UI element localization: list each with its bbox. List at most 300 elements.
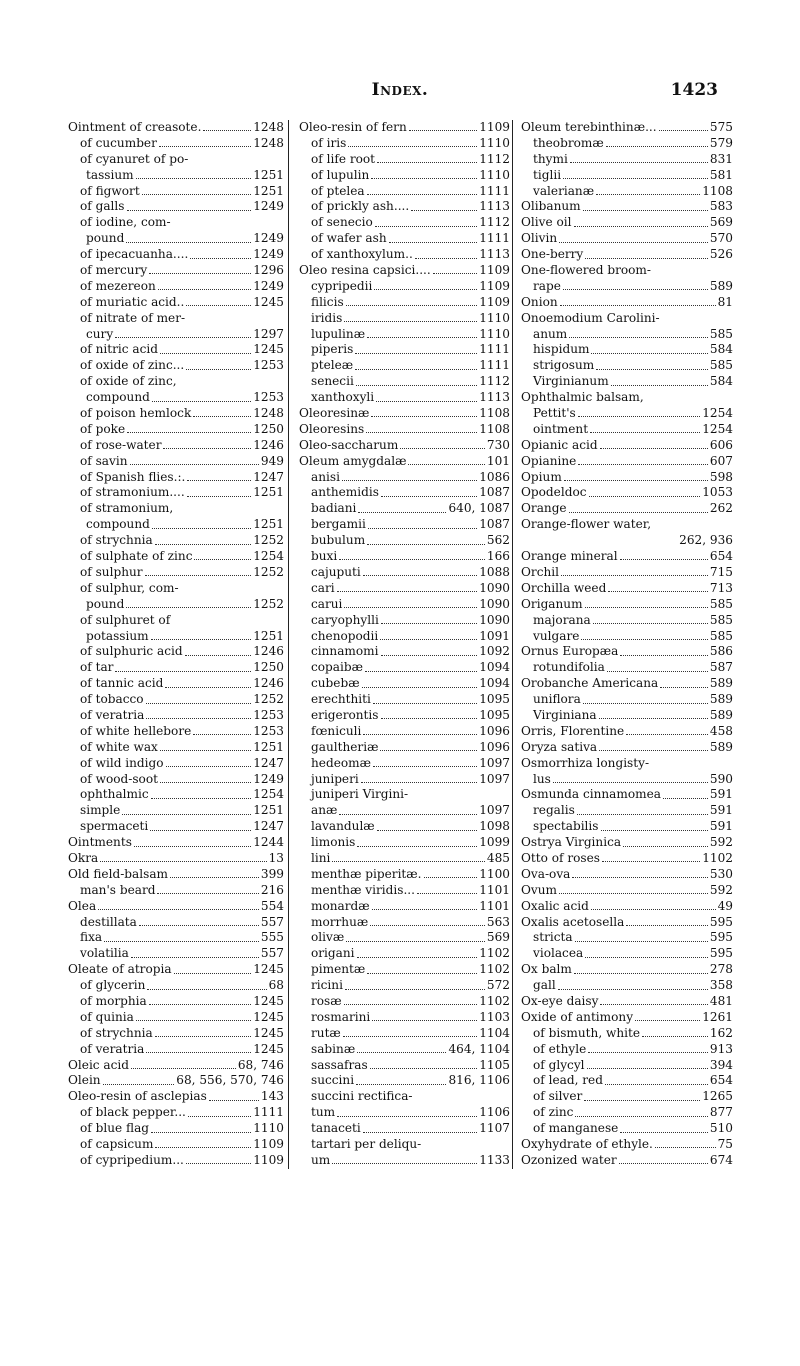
index-entry-term: of Spanish flies.:. xyxy=(80,469,186,484)
leader-dots xyxy=(130,464,259,465)
index-entry-term: rosmarini xyxy=(311,1009,371,1024)
index-entry-pages: 1251 xyxy=(253,517,284,532)
index-entry-pages: 1096 xyxy=(479,739,510,754)
leader-dots xyxy=(127,432,251,433)
leader-dots xyxy=(98,909,259,910)
index-entry-pages: 674 xyxy=(709,1152,733,1167)
index-entry-pages: 1248 xyxy=(253,120,284,134)
index-entry-term: rape xyxy=(533,278,561,293)
index-entry xyxy=(521,263,733,279)
index-entry xyxy=(521,295,733,311)
leader-dots xyxy=(160,353,251,354)
index-entry-pages: 1099 xyxy=(479,835,510,850)
leader-dots xyxy=(186,305,251,306)
index-entry xyxy=(299,120,510,136)
index-entry xyxy=(299,374,510,390)
leader-dots xyxy=(380,639,477,640)
index-entry-term: of poison hemlock xyxy=(80,406,192,421)
leader-dots xyxy=(581,639,708,640)
index-entry-term: Opodeldoc xyxy=(521,485,587,500)
index-entry-term: of figwort xyxy=(80,183,140,198)
leader-dots xyxy=(578,416,700,417)
leader-dots xyxy=(115,671,251,672)
index-entry xyxy=(299,485,510,501)
index-entry xyxy=(521,819,733,835)
leader-dots xyxy=(377,830,478,831)
index-entry-term: of bismuth, white xyxy=(533,1025,641,1040)
index-entry xyxy=(521,1089,733,1105)
index-entry-term: of sulphur, com- xyxy=(80,580,179,595)
index-entry-pages: 1245 xyxy=(253,1009,284,1024)
index-entry-term: caryophylli xyxy=(311,612,379,627)
index-entry-pages: 586 xyxy=(709,644,733,659)
leader-dots xyxy=(357,957,478,958)
index-entry-term: cubebæ xyxy=(311,676,360,691)
index-entry-term: sassafras xyxy=(311,1057,368,1072)
index-entry-term: strigosum xyxy=(533,358,595,373)
leader-dots xyxy=(193,416,251,417)
index-entry-pages: 570 xyxy=(709,231,733,246)
leader-dots xyxy=(159,146,251,147)
index-entry-pages: 1090 xyxy=(479,580,510,595)
index-entry-term: of nitric acid xyxy=(80,342,158,357)
index-entry xyxy=(299,676,510,692)
leader-dots xyxy=(626,734,708,735)
leader-dots xyxy=(558,989,708,990)
leader-dots xyxy=(346,305,478,306)
index-entry-pages: 589 xyxy=(709,676,733,691)
index-entry xyxy=(68,1026,284,1042)
index-entry-pages: 1086 xyxy=(479,469,510,484)
index-entry-term: compound xyxy=(86,517,150,532)
index-entry-pages: 1246 xyxy=(253,676,284,691)
index-entry-pages: 555 xyxy=(260,930,284,945)
leader-dots xyxy=(381,655,478,656)
index-entry-term: Olibanum xyxy=(521,199,581,214)
index-entry xyxy=(299,660,510,676)
index-entry xyxy=(299,883,510,899)
leader-dots xyxy=(356,385,477,386)
index-entry xyxy=(521,1058,733,1074)
index-entry-term: of blue flag xyxy=(80,1121,150,1136)
leader-dots xyxy=(600,448,708,449)
index-entry-pages: 590 xyxy=(709,771,733,786)
leader-dots xyxy=(332,861,485,862)
index-entry-pages: 1254 xyxy=(702,406,733,421)
leader-dots xyxy=(372,1020,477,1021)
index-entry xyxy=(68,136,284,152)
index-entry xyxy=(68,501,284,517)
index-entry-term: of strychnia xyxy=(80,1025,153,1040)
index-entry-term: buxi xyxy=(311,549,338,564)
index-entry-term: Orange-flower water, xyxy=(521,517,652,532)
leader-dots xyxy=(655,1147,716,1148)
index-entry-pages: 1108 xyxy=(702,183,733,198)
index-entry-term: anum xyxy=(533,326,568,341)
index-entry-term: Onion xyxy=(521,294,558,309)
leader-dots xyxy=(381,718,478,719)
index-entry xyxy=(68,1105,284,1121)
index-entry-term: Ozonized water xyxy=(521,1152,617,1167)
index-entry xyxy=(299,692,510,708)
index-entry-term: limonis xyxy=(311,835,356,850)
index-entry-pages: 49 xyxy=(717,898,733,913)
index-entry-pages: 1100 xyxy=(479,866,510,881)
index-entry xyxy=(299,1137,510,1153)
leader-dots xyxy=(560,305,716,306)
index-entry xyxy=(68,899,284,915)
index-entry-term: of capsicum xyxy=(80,1137,154,1151)
index-column-1 xyxy=(68,120,288,1169)
index-entry-pages: 394 xyxy=(709,1057,733,1072)
index-entry-pages: 581 xyxy=(709,167,733,182)
leader-dots xyxy=(400,448,485,449)
leader-dots xyxy=(149,273,251,274)
index-entry xyxy=(299,565,510,581)
index-entry-term: Orchilla weed xyxy=(521,580,607,595)
index-entry-pages: 1246 xyxy=(253,437,284,452)
index-entry-term: man's beard xyxy=(80,882,156,897)
index-entry xyxy=(68,374,284,390)
index-entry-term: Orange xyxy=(521,501,567,516)
index-entry xyxy=(68,740,284,756)
leader-dots xyxy=(337,1116,477,1117)
index-entry-term: Orange mineral xyxy=(521,549,618,564)
index-entry-term: Oleo-saccharum xyxy=(299,437,399,452)
index-entry-term: Ornus Europæa xyxy=(521,644,619,659)
index-entry-term: Ostrya Virginica xyxy=(521,835,622,850)
index-entry-pages: 1104 xyxy=(479,1025,510,1040)
index-entry xyxy=(521,485,733,501)
leader-dots xyxy=(355,369,477,370)
index-entry-term: sabinæ xyxy=(311,1041,356,1056)
index-entry-pages: 816, 1106 xyxy=(448,1073,510,1088)
index-entry-pages: 1109 xyxy=(479,294,510,309)
leader-dots xyxy=(209,1100,259,1101)
index-entry-pages: 101 xyxy=(486,453,510,468)
index-entry-pages: 572 xyxy=(486,978,510,993)
index-entry xyxy=(299,629,510,645)
index-entry-pages: 1253 xyxy=(253,723,284,738)
index-entry xyxy=(68,581,284,597)
index-entry-term: rosæ xyxy=(311,993,342,1008)
index-entry xyxy=(521,390,733,406)
index-entry-pages: 831 xyxy=(709,151,733,166)
index-entry-term: of veratria xyxy=(80,707,145,722)
leader-dots xyxy=(343,1036,477,1037)
leader-dots xyxy=(366,432,477,433)
index-entry xyxy=(521,994,733,1010)
index-entry xyxy=(521,1153,733,1169)
index-entry xyxy=(68,787,284,803)
leader-dots xyxy=(411,210,477,211)
index-entry-term: Old field-balsam xyxy=(68,866,168,881)
index-entry-term: ricini xyxy=(311,978,343,993)
index-entry xyxy=(68,692,284,708)
index-entry xyxy=(68,930,284,946)
leader-dots xyxy=(149,1004,251,1005)
leader-dots xyxy=(344,607,477,608)
leader-dots xyxy=(367,544,485,545)
index-entry xyxy=(68,629,284,645)
index-entry-term: Ox balm xyxy=(521,962,572,977)
index-entry-pages: 562 xyxy=(486,533,510,548)
index-entry-term: of wafer ash xyxy=(311,231,387,246)
index-entry-pages: 1087 xyxy=(479,485,510,500)
index-entry-term: Onoemodium Carolini- xyxy=(521,310,660,325)
index-entry xyxy=(521,835,733,851)
leader-dots xyxy=(115,337,251,338)
index-entry xyxy=(299,1121,510,1137)
index-entry-pages: 1245 xyxy=(253,962,284,977)
index-entry xyxy=(521,851,733,867)
leader-dots xyxy=(339,814,477,815)
index-entry xyxy=(299,835,510,851)
index-entry xyxy=(68,772,284,788)
index-entry xyxy=(68,438,284,454)
index-entry xyxy=(299,613,510,629)
leader-dots xyxy=(122,814,251,815)
index-entry xyxy=(68,1089,284,1105)
leader-dots xyxy=(203,130,251,131)
index-entry-term: Orris, Florentine xyxy=(521,723,625,738)
index-entry xyxy=(521,1105,733,1121)
index-entry xyxy=(68,263,284,279)
index-entry-term: spectabilis xyxy=(533,819,599,834)
index-entry-pages: 1247 xyxy=(253,819,284,834)
leader-dots xyxy=(590,432,700,433)
index-entry-term: Ovum xyxy=(521,882,558,897)
leader-dots xyxy=(157,893,258,894)
index-entry-pages: 1111 xyxy=(479,358,510,373)
index-entry-pages: 1103 xyxy=(479,1009,510,1024)
index-entry-pages: 1250 xyxy=(253,421,284,436)
index-entry-pages: 1110 xyxy=(253,1121,284,1136)
index-entry xyxy=(299,342,510,358)
index-entry-term: vulgare xyxy=(533,628,580,643)
index-entry-term: gall xyxy=(533,978,556,993)
index-entry-term: lavandulæ xyxy=(311,819,375,834)
index-entry-term: anisi xyxy=(311,469,340,484)
index-entry-term: pound xyxy=(86,596,125,611)
index-entry-term: lus xyxy=(533,771,551,786)
index-entry-pages: 1102 xyxy=(479,993,510,1008)
index-entry xyxy=(299,1010,510,1026)
index-entry xyxy=(521,724,733,740)
index-entry xyxy=(299,199,510,215)
index-entry-term: of morphia xyxy=(80,993,147,1008)
index-entry xyxy=(521,1026,733,1042)
leader-dots xyxy=(659,130,708,131)
leader-dots xyxy=(583,703,708,704)
index-entry xyxy=(299,517,510,533)
index-entry-term: of tar xyxy=(80,660,114,675)
leader-dots xyxy=(569,512,708,513)
leader-dots xyxy=(574,226,708,227)
index-entry-pages: 654 xyxy=(709,1073,733,1088)
index-entry xyxy=(521,279,733,295)
index-entry xyxy=(521,1137,733,1153)
index-entry xyxy=(299,549,510,565)
index-entry-pages: 1251 xyxy=(253,739,284,754)
leader-dots xyxy=(158,289,251,290)
leader-dots xyxy=(587,1068,708,1069)
index-entry-term: of manganese xyxy=(533,1121,619,1136)
leader-dots xyxy=(620,559,708,560)
index-entry-pages: 1053 xyxy=(702,485,733,500)
index-entry xyxy=(521,120,733,136)
index-entry xyxy=(299,803,510,819)
index-entry xyxy=(299,724,510,740)
index-entry-term: bubulum xyxy=(311,533,366,548)
leader-dots xyxy=(660,687,708,688)
index-entry-term: of stramonium, xyxy=(80,501,174,516)
index-entry-term: filicis xyxy=(311,294,344,309)
index-entry-pages: 1247 xyxy=(253,755,284,770)
index-entry xyxy=(68,978,284,994)
index-entry xyxy=(521,946,733,962)
index-entry-pages: 262, 936 xyxy=(679,533,733,548)
index-entry xyxy=(299,930,510,946)
index-entry-pages: 1113 xyxy=(479,247,510,262)
leader-dots xyxy=(575,1116,708,1117)
leader-dots xyxy=(433,273,477,274)
index-entry xyxy=(68,485,284,501)
index-entry xyxy=(521,756,733,772)
index-entry-term: rotundifolia xyxy=(533,660,605,675)
index-entry-term: fœniculi xyxy=(311,723,362,738)
index-entry-pages: 1249 xyxy=(253,278,284,293)
index-entry-pages: 1296 xyxy=(253,263,284,278)
index-entry xyxy=(68,311,284,327)
leader-dots xyxy=(605,1084,708,1085)
leader-dots xyxy=(584,1100,700,1101)
index-entry-term: Orchil xyxy=(521,564,559,579)
index-entry-pages: 1101 xyxy=(479,882,510,897)
index-entry-term: ointment xyxy=(533,421,589,436)
index-entry xyxy=(299,756,510,772)
index-entry xyxy=(299,438,510,454)
leader-dots xyxy=(596,369,708,370)
index-entry-term: of mezereon xyxy=(80,278,156,293)
index-entry xyxy=(521,692,733,708)
leader-dots xyxy=(599,750,708,751)
index-entry-pages: 75 xyxy=(717,1137,733,1151)
index-entry-pages: 1113 xyxy=(479,390,510,405)
leader-dots xyxy=(370,925,485,926)
index-entry-pages: 162 xyxy=(709,1025,733,1040)
index-entry-term: Oleum terebinthinæ... xyxy=(521,120,657,134)
leader-dots xyxy=(389,242,478,243)
index-entry-term: erigerontis xyxy=(311,707,379,722)
index-entry-pages: 589 xyxy=(709,739,733,754)
index-entry xyxy=(521,915,733,931)
index-entry-term: spermaceti xyxy=(80,819,149,834)
index-entry-term: lupulinæ xyxy=(311,326,366,341)
leader-dots xyxy=(146,703,252,704)
index-entry-term: of nitrate of mer- xyxy=(80,310,186,325)
index-entry xyxy=(68,1073,284,1089)
index-entry-term: of glycyl xyxy=(533,1057,585,1072)
index-entry xyxy=(299,295,510,311)
leader-dots xyxy=(375,226,477,227)
leader-dots xyxy=(170,877,259,878)
index-entry-pages: 585 xyxy=(709,612,733,627)
index-entry-pages: 13 xyxy=(268,850,284,865)
index-entry-pages: 877 xyxy=(709,1105,733,1120)
index-entry-pages: 81 xyxy=(717,294,733,309)
index-entry-term: of poke xyxy=(80,421,126,436)
index-entry xyxy=(521,358,733,374)
index-entry-term: theobromæ xyxy=(533,135,604,150)
index-entry-term: cypripedii xyxy=(311,278,373,293)
index-entry-pages: 1251 xyxy=(253,183,284,198)
index-entry xyxy=(299,215,510,231)
index-entry xyxy=(521,311,733,327)
index-entry xyxy=(521,533,733,549)
leader-dots xyxy=(619,1163,708,1164)
leader-dots xyxy=(569,337,708,338)
index-entry xyxy=(521,660,733,676)
index-entry-term: copaibæ xyxy=(311,660,363,675)
index-entry xyxy=(68,295,284,311)
leader-dots xyxy=(373,703,477,704)
index-entry-term: thymi xyxy=(533,151,568,166)
index-entry-term: Oleo-resin of fern xyxy=(299,120,407,134)
index-entry-pages: 592 xyxy=(709,835,733,850)
index-entry xyxy=(68,279,284,295)
leader-dots xyxy=(126,242,251,243)
leader-dots xyxy=(570,162,708,163)
index-entry xyxy=(521,231,733,247)
index-entry-term: origani xyxy=(311,946,355,961)
index-entry-term: tum xyxy=(311,1105,336,1120)
leader-dots xyxy=(424,877,478,878)
index-entry xyxy=(521,549,733,565)
leader-dots xyxy=(165,687,251,688)
page-number: 1423 xyxy=(670,80,718,100)
index-entry xyxy=(299,581,510,597)
index-entry xyxy=(299,136,510,152)
page-title: Index. xyxy=(371,80,429,100)
leader-dots xyxy=(145,575,252,576)
index-entry-pages: 589 xyxy=(709,707,733,722)
index-entry xyxy=(68,168,284,184)
index-entry xyxy=(68,215,284,231)
index-entry-term: Virginiana xyxy=(533,707,597,722)
index-entry-pages: 595 xyxy=(709,930,733,945)
index-entry-term: Otto of roses xyxy=(521,850,600,865)
index-entry-term: of quinia xyxy=(80,1009,134,1024)
index-entry-term: of cypripedium... xyxy=(80,1152,184,1167)
index-entry xyxy=(299,962,510,978)
leader-dots xyxy=(174,973,252,974)
index-entry-term: Ointments xyxy=(68,835,132,850)
leader-dots xyxy=(190,258,251,259)
index-entry-pages: 1249 xyxy=(253,199,284,214)
index-entry-term: simple xyxy=(80,803,121,818)
index-entry-term: monardæ xyxy=(311,898,370,913)
index-entry-term: of stramonium.... xyxy=(80,485,185,500)
index-entry-pages: 1249 xyxy=(253,231,284,246)
index-entry-pages: 1108 xyxy=(479,406,510,421)
index-entry-term: cari xyxy=(311,580,335,595)
index-entry xyxy=(299,247,510,263)
index-entry xyxy=(68,199,284,215)
index-entry xyxy=(68,1153,284,1169)
leader-dots xyxy=(381,623,477,624)
index-entry-pages: 399 xyxy=(260,866,284,881)
